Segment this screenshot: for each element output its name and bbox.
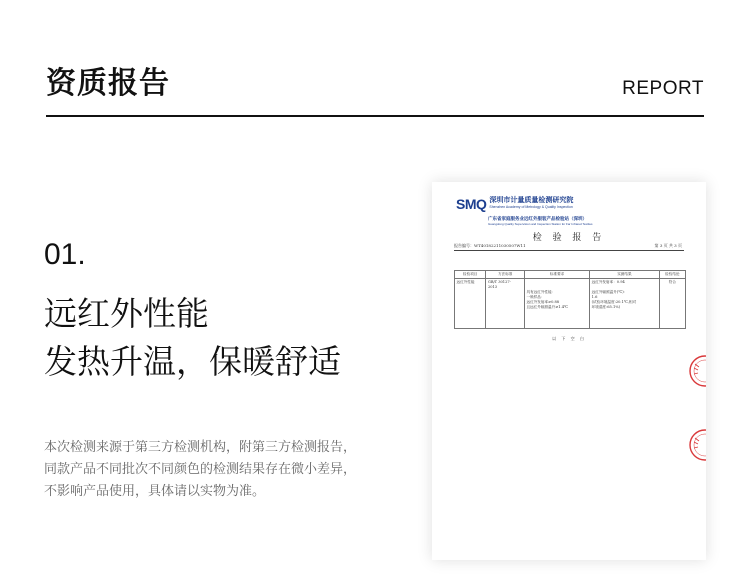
description-line: 同款产品不同批次不同颜色的检测结果存在微小差异， <box>44 462 357 477</box>
results-table <box>454 270 686 329</box>
cell-line: 远红外发射率：0.94 <box>591 280 625 284</box>
header-divider <box>46 115 704 117</box>
cell-method <box>486 279 525 329</box>
cell-line: 一般样品： <box>526 295 545 299</box>
cell-line: 2013 <box>487 285 498 289</box>
institute-logo <box>456 196 573 212</box>
headline-line: 发热升温，保暖舒适 <box>44 342 341 381</box>
section-number: 01. <box>44 238 86 271</box>
inspection-station: 广东省家庭服务业远红外服装产品检验站（深圳） <box>488 217 587 222</box>
table-header-row <box>455 271 686 279</box>
column-header: 检验项目 <box>455 271 486 279</box>
page-title: 资质报告 <box>46 66 170 101</box>
table-row <box>455 279 686 329</box>
cell-line: 具有远红外性能： <box>526 290 556 294</box>
description-line: 不影响产品使用，具体请以实物为准。 <box>44 484 266 499</box>
cell-line: GB/T 30127- <box>487 280 511 284</box>
official-seal-icon <box>688 428 706 462</box>
test-report-image <box>432 182 706 560</box>
section-headline <box>44 290 341 386</box>
headline-line: 远红外性能 <box>44 294 209 333</box>
report-tag: REPORT <box>622 78 704 99</box>
institute-name-en: Shenzhen Academy of Metrology & Quality Inspection <box>489 205 573 209</box>
institute-name: 深圳市计量质量检测研究院 <box>489 196 574 204</box>
cell-result <box>590 279 660 329</box>
official-seal-icon <box>688 354 706 388</box>
report-page-info: 第 3 页 共 3 页 <box>654 243 682 248</box>
description-line: 本次检测来源于第三方检测机构，附第三方检测报告， <box>44 440 357 455</box>
column-header: 方法标准 <box>486 271 525 279</box>
inspection-station-en: Guangdong Quality Supervision and Inspection Station for Far Infrared Textiles <box>488 222 593 226</box>
column-header: 检验结论 <box>659 271 685 279</box>
cell-item: 远红外性能 <box>455 279 486 329</box>
cell-requirement <box>525 279 590 329</box>
cell-line: 远红外发射率≥0.88 <box>526 300 560 304</box>
column-header: 标准要求 <box>525 271 590 279</box>
report-title: 检 验 报 告 <box>532 233 606 243</box>
report-divider <box>454 250 684 251</box>
cell-line: (试验环境温度:20.1℃,相对 <box>591 300 637 304</box>
cell-line: 且远红外辐照温升≥1.4℃ <box>526 305 568 309</box>
smq-logo-mark: SMQ <box>456 196 487 212</box>
report-number: 报告编号：WT40182211030507W11 <box>454 243 526 248</box>
blank-below-note: 以 下 空 白 <box>552 336 586 341</box>
column-header: 实测结果 <box>590 271 660 279</box>
cell-conclusion: 符合 <box>659 279 685 329</box>
cell-line: 环境湿度:65.1%) <box>591 305 621 309</box>
cell-line: 远红外辐照温升(℃)： <box>591 290 628 294</box>
section-description <box>44 437 356 503</box>
cell-line: 1.6 <box>591 295 598 299</box>
